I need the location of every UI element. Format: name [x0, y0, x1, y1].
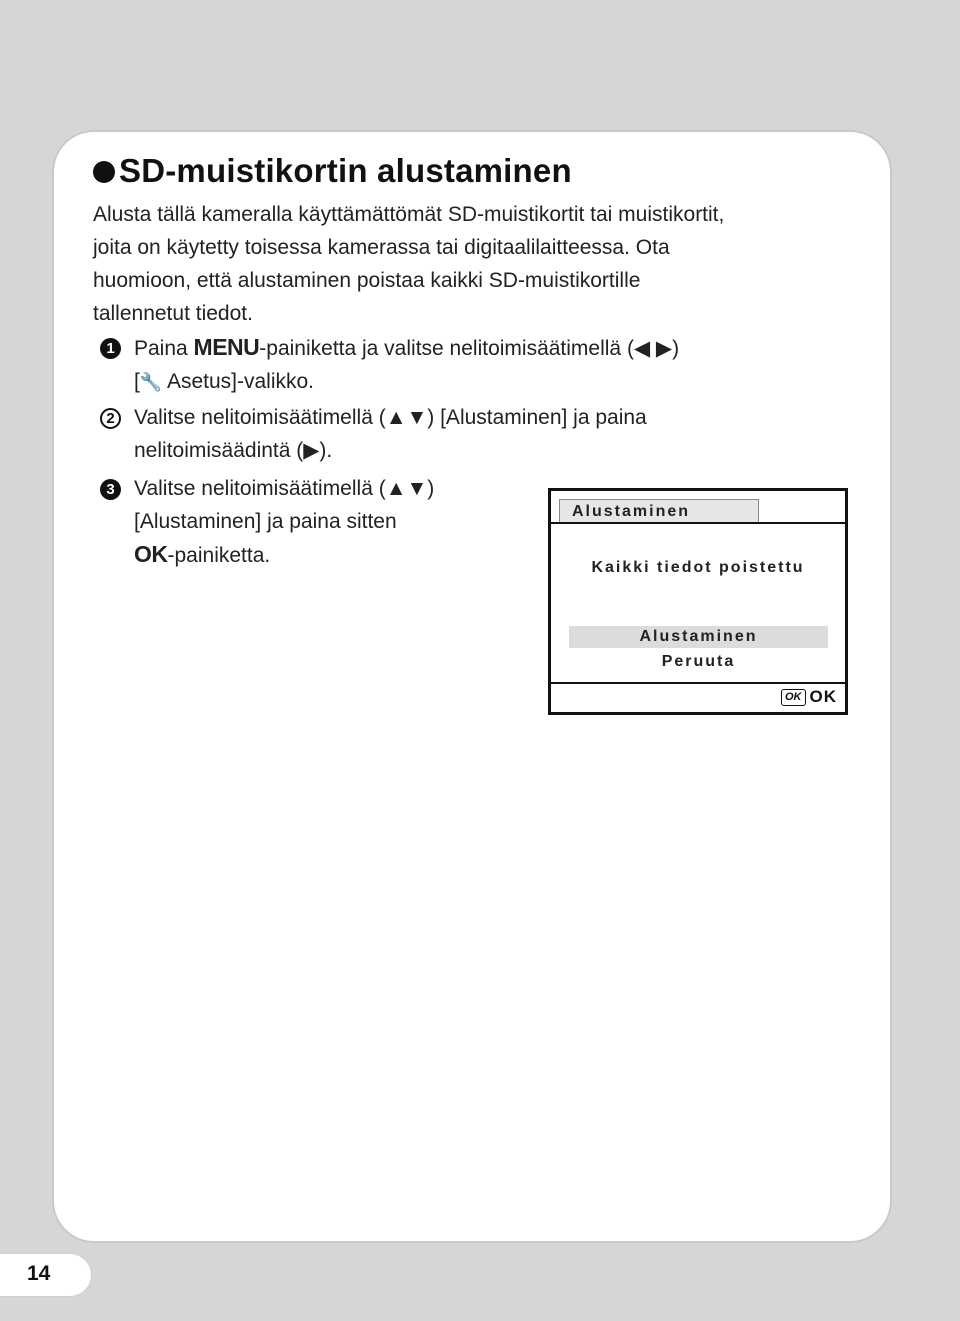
- divider: [551, 682, 845, 684]
- ok-button-icon: OK: [781, 689, 806, 706]
- step-2-line: nelitoimisäädintä (▶).: [134, 439, 333, 462]
- step-number-3: 3: [100, 479, 121, 500]
- step-1-text: [134, 331, 679, 399]
- intro-line: joita on käytetty toisessa kamerassa tai digitaalilaitteessa. Ota: [93, 236, 670, 259]
- intro-line: huomioon, että alustaminen poistaa kaikki SD-muistikortille: [93, 269, 641, 292]
- step-1-text-a: Paina: [134, 337, 194, 360]
- ok-key-label: OK: [134, 541, 168, 567]
- screen-message: Kaikki tiedot poistettu: [591, 559, 805, 576]
- step-number-2: 2: [100, 408, 121, 429]
- bullet-icon: [93, 161, 115, 183]
- step-3-line: [Alustaminen] ja paina sitten: [134, 510, 397, 533]
- section-title: [93, 152, 572, 190]
- page-number: 14: [27, 1262, 51, 1285]
- step-1-text-b: -painiketta ja valitse nelitoimisäätimellä (◀ ▶): [259, 337, 680, 360]
- divider: [551, 522, 845, 524]
- step-1-text-d: Asetus]-valikko.: [162, 370, 314, 393]
- step-1-text-c: [: [134, 370, 140, 393]
- menu-key-label: MENU: [193, 334, 260, 360]
- camera-screen: [548, 488, 848, 715]
- screen-option-cancel[interactable]: Peruuta: [661, 653, 736, 670]
- screen-tab-title: Alustaminen: [559, 499, 759, 523]
- intro-paragraph: [93, 198, 863, 330]
- screen-ok-guide: [781, 687, 837, 707]
- wrench-icon: 🔧: [139, 372, 163, 392]
- screen-option-format[interactable]: Alustaminen: [569, 626, 828, 648]
- intro-line: Alusta tällä kameralla käyttämättömät SD-muistikortit tai muistikortit,: [93, 203, 725, 226]
- step-3-line: -painiketta.: [167, 544, 271, 567]
- step-number-1: 1: [100, 338, 121, 359]
- step-2-text: [134, 401, 647, 467]
- ok-label: OK: [809, 687, 837, 706]
- intro-line: tallennetut tiedot.: [93, 302, 253, 325]
- step-3-line: Valitse nelitoimisäätimellä (▲▼): [134, 477, 435, 500]
- step-3-text: [134, 472, 434, 572]
- step-2-line: Valitse nelitoimisäätimellä (▲▼) [Alustaminen] ja paina: [134, 406, 647, 429]
- section-title-text: SD-muistikortin alustaminen: [119, 152, 572, 189]
